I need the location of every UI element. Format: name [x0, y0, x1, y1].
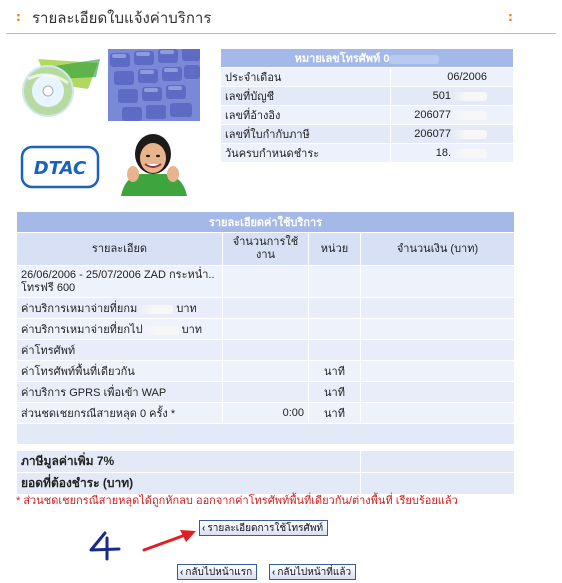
info-value-due-date: 18.	[391, 144, 514, 163]
table-row	[17, 266, 515, 298]
charges-detail-header: รายละเอียดค่าใช้บริการ	[17, 212, 515, 233]
table-row	[17, 319, 515, 340]
dtac-logo-text: DTAC	[33, 158, 87, 179]
info-label-due-date: วันครบกำหนดชำระ	[221, 144, 391, 163]
woman-image	[113, 130, 191, 196]
table-row	[17, 361, 515, 382]
row-amount	[361, 403, 515, 424]
page-title: รายละเอียดใบแจ้งค่าบริการ	[32, 9, 212, 27]
row-usage	[223, 266, 309, 298]
info-label-reference: เลขที่อ้างอิง	[221, 106, 391, 125]
red-arrow-icon	[140, 528, 200, 557]
table-row	[17, 298, 515, 319]
header-bullet-left: :	[16, 10, 21, 24]
back-to-first-page-label: กลับไปหน้าแรก	[185, 566, 253, 578]
row-amount	[361, 319, 515, 340]
row-unit	[309, 266, 361, 298]
phone-number-header: หมายเลขโทรศัพท์ 0	[221, 49, 514, 68]
row-unit	[309, 298, 361, 319]
chevron-left-icon: ‹	[202, 522, 206, 534]
header-divider	[6, 33, 556, 34]
phone-info-table	[220, 48, 514, 163]
row-description: ค่าโทรศัพท์พื้นที่เดียวกัน	[17, 361, 223, 382]
info-label-month: ประจำเดือน	[221, 68, 391, 87]
table-row	[17, 340, 515, 361]
row-usage	[223, 382, 309, 403]
row-unit: นาที	[309, 403, 361, 424]
row-amount	[361, 298, 515, 319]
charges-detail-table	[16, 211, 515, 495]
compensation-note: * ส่วนชดเชยกรณีสายหลุดได้ถูกหักลบ ออกจากค่าโทรศัพท์พื้นที่เดียวกัน/ต่างพื้นที่ เรียบร้อยแล้ว	[16, 495, 458, 507]
row-unit: นาที	[309, 382, 361, 403]
row-usage	[223, 340, 309, 361]
row-usage	[223, 298, 309, 319]
table-row	[17, 382, 515, 403]
row-description: ค่าบริการเหมาจ่ายที่ยกไป บาท	[17, 319, 223, 340]
column-header-amount: จำนวนเงิน (บาท)	[361, 233, 515, 266]
usage-detail-button[interactable]	[199, 520, 328, 536]
row-usage	[223, 361, 309, 382]
row-usage	[223, 319, 309, 340]
chevron-left-icon: ‹	[180, 566, 184, 578]
cd-image	[18, 49, 103, 121]
keyboard-image	[108, 49, 200, 121]
table-spacer-row	[17, 424, 515, 445]
vat-amount	[361, 451, 515, 473]
usage-detail-button-label: รายละเอียดการใช้โทรศัพท์	[207, 522, 324, 534]
column-header-usage: จำนวนการใช้งาน	[223, 233, 309, 266]
row-unit	[309, 319, 361, 340]
table-row	[17, 403, 515, 424]
row-usage: 0:00	[223, 403, 309, 424]
dtac-logo	[20, 145, 100, 189]
row-description: ค่าโทรศัพท์	[17, 340, 223, 361]
column-header-description: รายละเอียด	[17, 233, 223, 266]
total-label: ยอดที่ต้องชำระ (บาท)	[17, 473, 361, 495]
row-description: ค่าบริการเหมาจ่ายที่ยกม บาท	[17, 298, 223, 319]
info-label-tax-invoice: เลขที่ใบกำกับภาษี	[221, 125, 391, 144]
header-bullet-right: :	[508, 10, 513, 24]
row-amount	[361, 266, 515, 298]
back-to-first-page-button[interactable]	[177, 564, 257, 580]
row-description: 26/06/2006 - 25/07/2006 ZAD กระหน่ำ.. โทรฟรี 600	[17, 266, 223, 298]
row-unit: นาที	[309, 361, 361, 382]
info-value-tax-invoice: 206077	[391, 125, 514, 144]
back-to-previous-page-button[interactable]	[269, 564, 356, 580]
chevron-left-icon: ‹	[272, 566, 276, 578]
row-amount	[361, 382, 515, 403]
info-label-account: เลขที่บัญชี	[221, 87, 391, 106]
row-amount	[361, 361, 515, 382]
row-unit	[309, 340, 361, 361]
info-value-account: 501	[391, 87, 514, 106]
row-description: ส่วนชดเชยกรณีสายหลุด 0 ครั้ง *	[17, 403, 223, 424]
row-amount	[361, 340, 515, 361]
info-value-reference: 206077	[391, 106, 514, 125]
column-header-unit: หน่วย	[309, 233, 361, 266]
annotation-number	[85, 530, 125, 565]
info-value-month: 06/2006	[391, 68, 514, 87]
page-header	[0, 0, 562, 35]
back-to-previous-page-label: กลับไปหน้าที่แล้ว	[277, 566, 352, 578]
row-description: ค่าบริการ GPRS เพื่อเข้า WAP	[17, 382, 223, 403]
vat-label: ภาษีมูลค่าเพิ่ม 7%	[17, 451, 361, 473]
